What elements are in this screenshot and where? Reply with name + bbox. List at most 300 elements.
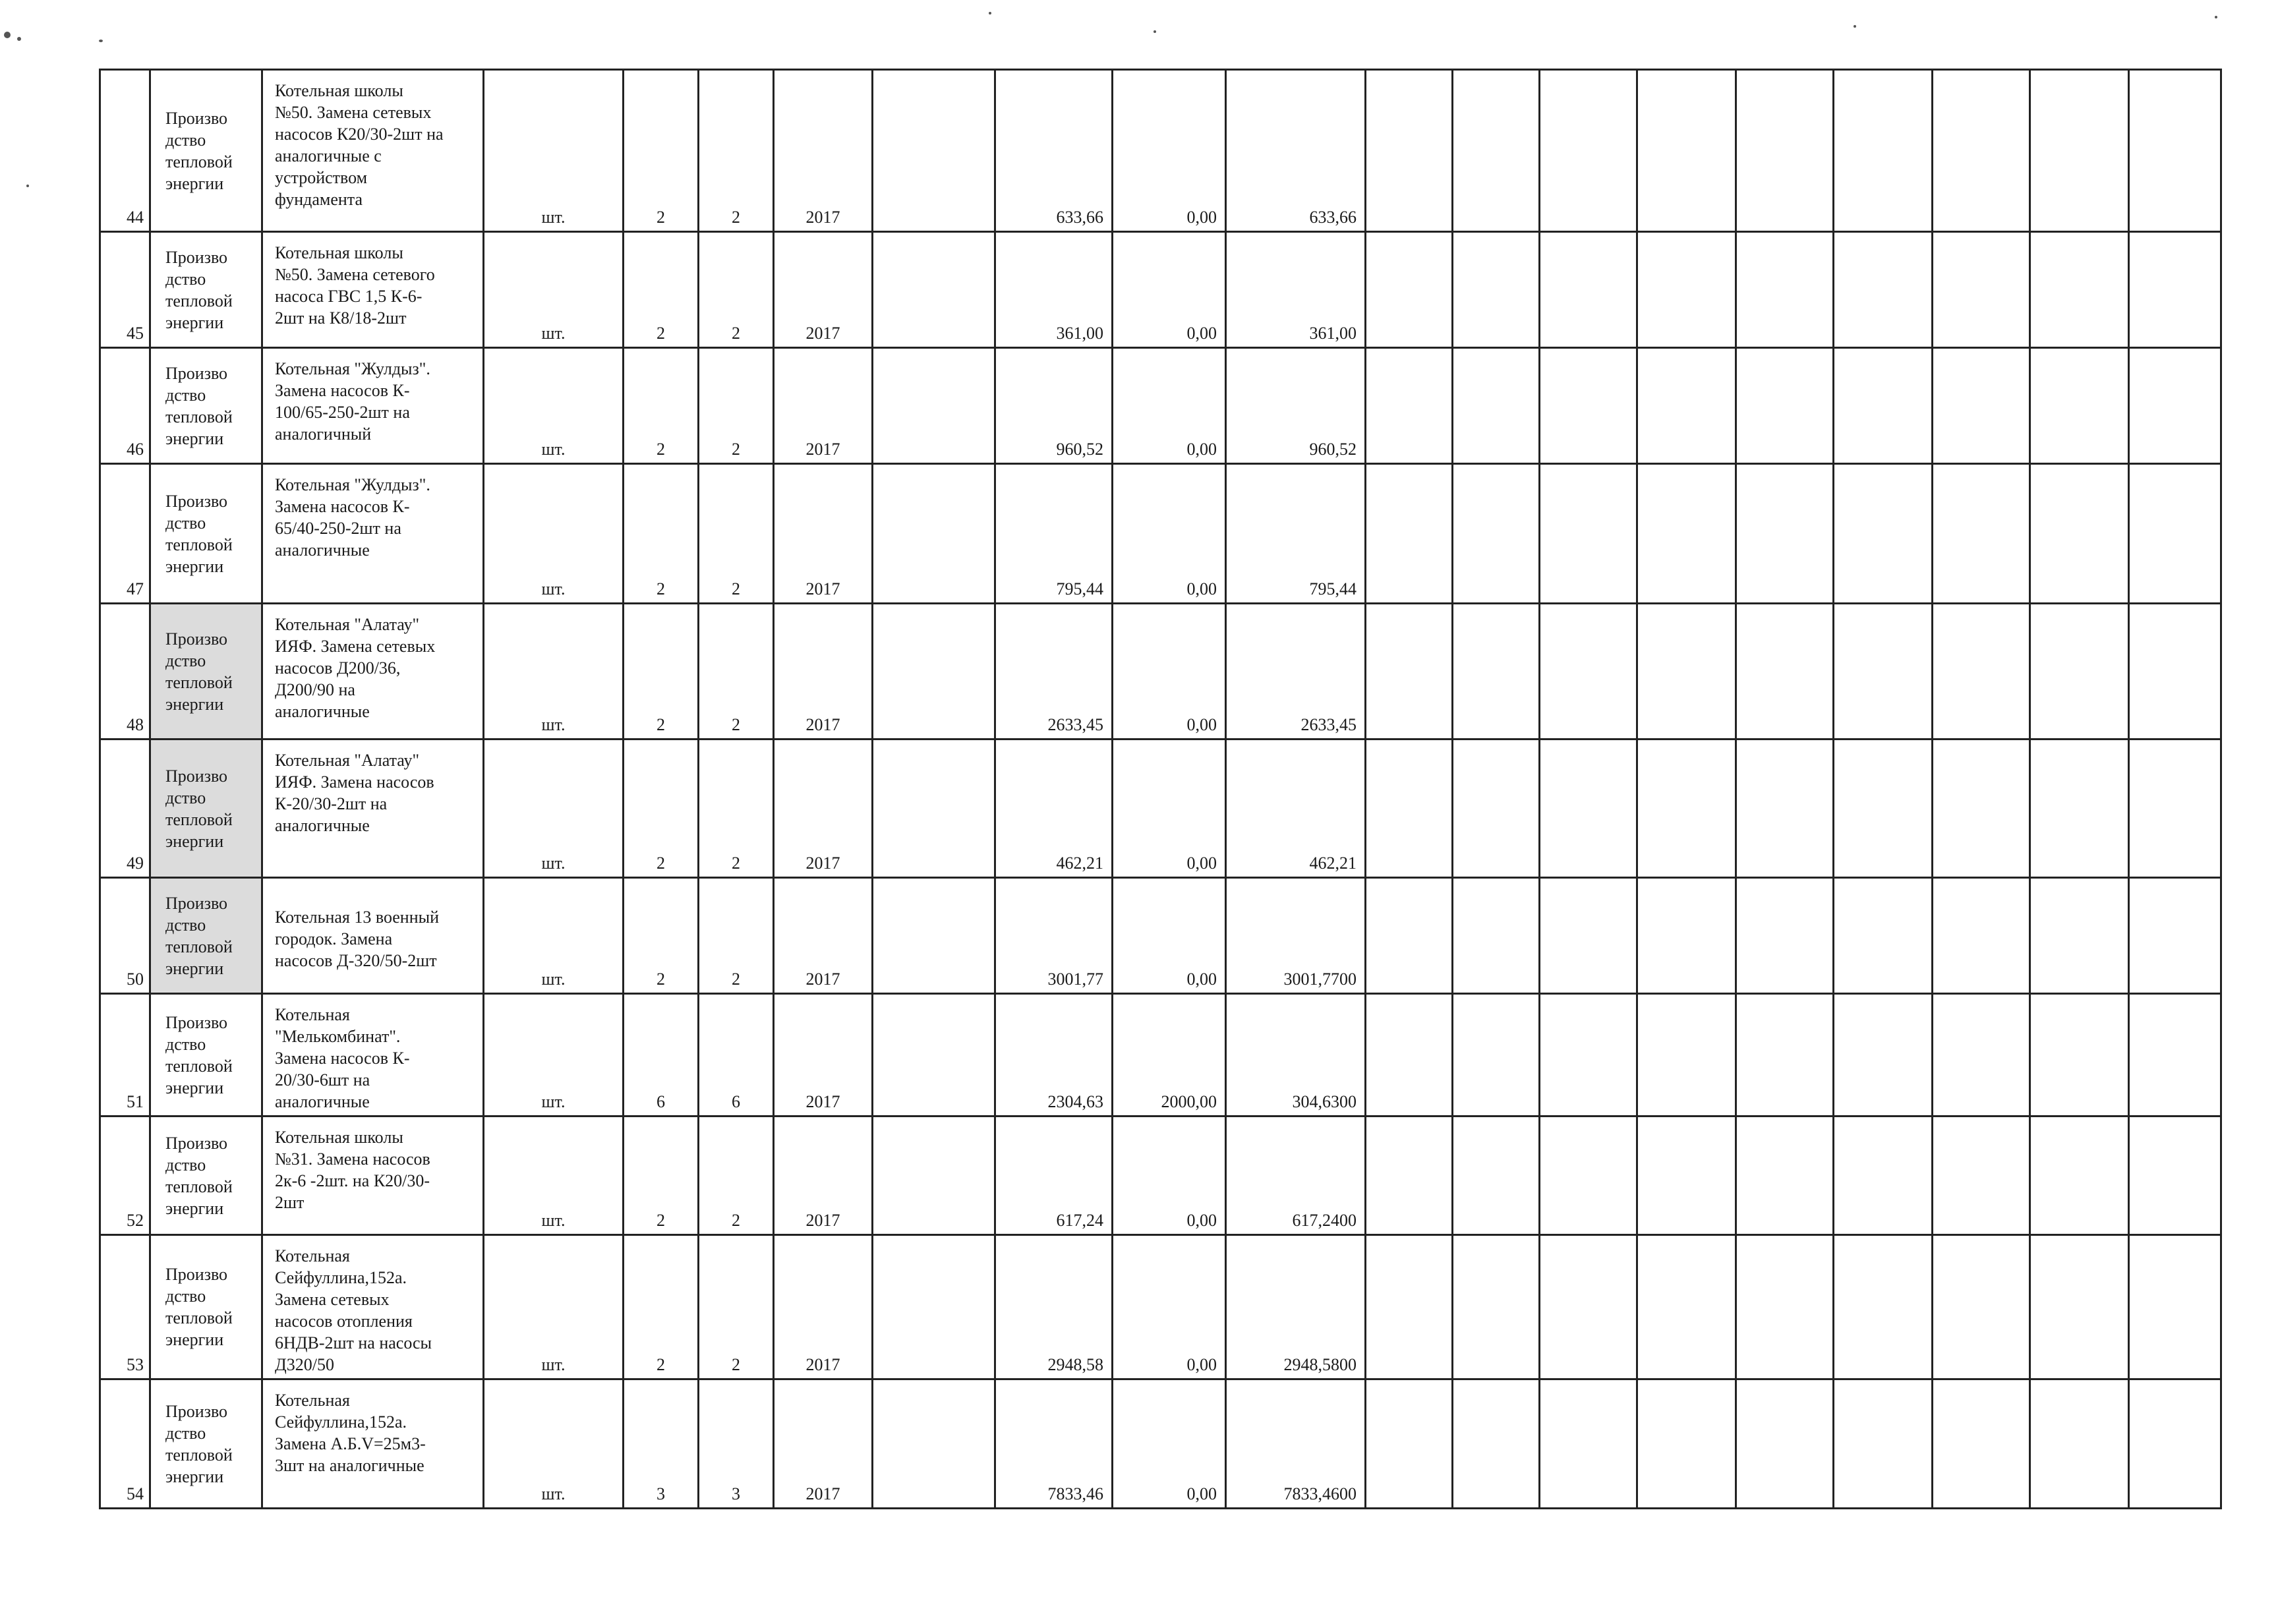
- scanned-sheet: [99, 69, 2222, 1509]
- category-line: энергии: [165, 831, 224, 851]
- empty-cell: [1453, 604, 1540, 740]
- empty-cell: [1933, 740, 2030, 878]
- category-line: дство: [165, 130, 206, 150]
- empty-cell: [1736, 740, 1834, 878]
- description-line: 2к-6 -2шт. на К20/30-: [275, 1171, 430, 1190]
- description-line: Котельная 13 военный: [275, 908, 440, 927]
- description-line: №50. Замена сетевого: [275, 265, 435, 284]
- category-line: энергии: [165, 556, 224, 576]
- quantity-fact-cell: 2: [699, 348, 774, 464]
- description-line: Замена насосов К-: [275, 381, 410, 400]
- quantity-plan-cell: 3: [624, 1379, 699, 1509]
- empty-cell: [1366, 1379, 1453, 1509]
- unit-cell: шт.: [484, 348, 624, 464]
- category-cell: [150, 348, 262, 464]
- remaining-cell: 462,21: [1226, 740, 1366, 878]
- category-line: дство: [165, 788, 206, 807]
- table-row: [100, 604, 2221, 740]
- quantity-fact-cell: 6: [699, 994, 774, 1116]
- description-line: 100/65-250-2шт на: [275, 403, 410, 422]
- remaining-cell: 2948,5800: [1226, 1235, 1366, 1379]
- quantity-plan-cell: 2: [624, 740, 699, 878]
- empty-cell: [1933, 348, 2030, 464]
- empty-cell: [1933, 464, 2030, 604]
- description-cell: [262, 994, 484, 1116]
- total-cost-cell: 2948,58: [995, 1235, 1113, 1379]
- quantity-fact-cell: 2: [699, 1116, 774, 1235]
- empty-cell: [1933, 994, 2030, 1116]
- empty-cell: [2129, 1379, 2221, 1509]
- empty-cell: [1540, 994, 1637, 1116]
- category-line: тепловой: [165, 1056, 233, 1076]
- empty-cell: [1637, 464, 1736, 604]
- empty-cell: [1637, 1235, 1736, 1379]
- empty-cell: [2129, 1116, 2221, 1235]
- total-cost-cell: 2304,63: [995, 994, 1113, 1116]
- category-line: энергии: [165, 428, 224, 448]
- empty-cell: [2129, 878, 2221, 994]
- quantity-plan-cell: 2: [624, 464, 699, 604]
- empty-cell: [1933, 1379, 2030, 1509]
- table-row: [100, 348, 2221, 464]
- empty-cell: [873, 348, 995, 464]
- empty-cell: [1540, 740, 1637, 878]
- category-line: дство: [165, 1155, 206, 1174]
- category-line: тепловой: [165, 937, 233, 956]
- description-line: 2шт: [275, 1193, 305, 1212]
- category-cell: [150, 604, 262, 740]
- description-line: Д200/90 на: [275, 680, 355, 699]
- empty-cell: [1540, 348, 1637, 464]
- funded-cell: 0,00: [1113, 348, 1226, 464]
- total-cost-cell: 617,24: [995, 1116, 1113, 1235]
- category-line: дство: [165, 385, 206, 405]
- category-cell: [150, 740, 262, 878]
- table-row: [100, 1116, 2221, 1235]
- empty-cell: [1933, 878, 2030, 994]
- funded-cell: 2000,00: [1113, 994, 1226, 1116]
- description-line: "Мелькомбинат".: [275, 1027, 401, 1046]
- empty-cell: [2030, 1116, 2129, 1235]
- category-line: Произво: [165, 108, 228, 128]
- description-line: насосов отопления: [275, 1312, 413, 1331]
- quantity-plan-cell: 2: [624, 70, 699, 232]
- description-line: насосов Д200/36,: [275, 658, 401, 678]
- description-line: аналогичный: [275, 424, 372, 444]
- empty-cell: [2129, 604, 2221, 740]
- total-cost-cell: 795,44: [995, 464, 1113, 604]
- year-cell: 2017: [774, 1116, 873, 1235]
- empty-cell: [1366, 1116, 1453, 1235]
- empty-cell: [1834, 232, 1933, 348]
- unit-cell: шт.: [484, 994, 624, 1116]
- description-line: городок. Замена: [275, 929, 393, 948]
- quantity-plan-cell: 2: [624, 878, 699, 994]
- description-line: Котельная школы: [275, 81, 403, 100]
- year-cell: 2017: [774, 464, 873, 604]
- empty-cell: [1637, 740, 1736, 878]
- empty-cell: [1736, 1116, 1834, 1235]
- empty-cell: [1366, 70, 1453, 232]
- row-number: 48: [100, 604, 150, 740]
- remaining-cell: 3001,7700: [1226, 878, 1366, 994]
- empty-cell: [1736, 464, 1834, 604]
- description-line: ИЯФ. Замена насосов: [275, 772, 434, 792]
- total-cost-cell: 960,52: [995, 348, 1113, 464]
- unit-cell: шт.: [484, 1116, 624, 1235]
- description-line: Д320/50: [275, 1355, 334, 1374]
- category-line: энергии: [165, 1330, 224, 1349]
- description-line: насоса ГВС 1,5 К-6-: [275, 287, 423, 306]
- category-line: энергии: [165, 694, 224, 714]
- table-row: [100, 1379, 2221, 1509]
- total-cost-cell: 2633,45: [995, 604, 1113, 740]
- quantity-fact-cell: 2: [699, 464, 774, 604]
- remaining-cell: 304,6300: [1226, 994, 1366, 1116]
- category-line: Произво: [165, 247, 228, 267]
- empty-cell: [1834, 464, 1933, 604]
- scan-speck: [2215, 16, 2217, 18]
- row-number: 44: [100, 70, 150, 232]
- empty-cell: [2129, 994, 2221, 1116]
- description-line: Котельная школы: [275, 1128, 403, 1147]
- scan-speck: [26, 185, 29, 187]
- empty-cell: [1366, 740, 1453, 878]
- unit-cell: шт.: [484, 740, 624, 878]
- category-line: энергии: [165, 1198, 224, 1218]
- scan-speck: [4, 32, 11, 38]
- quantity-fact-cell: 3: [699, 1379, 774, 1509]
- scan-speck: [1854, 25, 1856, 28]
- row-number: 53: [100, 1235, 150, 1379]
- funded-cell: 0,00: [1113, 232, 1226, 348]
- description-cell: [262, 232, 484, 348]
- category-line: энергии: [165, 1466, 224, 1486]
- unit-cell: шт.: [484, 464, 624, 604]
- empty-cell: [1736, 232, 1834, 348]
- empty-cell: [1453, 1116, 1540, 1235]
- category-cell: [150, 1116, 262, 1235]
- scan-speck: [99, 40, 103, 42]
- description-line: аналогичные с: [275, 146, 382, 165]
- empty-cell: [1834, 994, 1933, 1116]
- year-cell: 2017: [774, 878, 873, 994]
- empty-cell: [1453, 70, 1540, 232]
- empty-cell: [1736, 70, 1834, 232]
- quantity-plan-cell: 6: [624, 994, 699, 1116]
- description-line: №31. Замена насосов: [275, 1149, 430, 1169]
- category-line: Произво: [165, 1133, 228, 1153]
- description-line: 20/30-6шт на: [275, 1070, 370, 1089]
- empty-cell: [1453, 232, 1540, 348]
- empty-cell: [873, 232, 995, 348]
- year-cell: 2017: [774, 348, 873, 464]
- description-cell: [262, 1116, 484, 1235]
- remaining-cell: 2633,45: [1226, 604, 1366, 740]
- category-line: тепловой: [165, 535, 233, 554]
- year-cell: 2017: [774, 604, 873, 740]
- quantity-fact-cell: 2: [699, 1235, 774, 1379]
- empty-cell: [1637, 878, 1736, 994]
- description-line: насосов Д-320/50-2шт: [275, 951, 437, 970]
- description-cell: [262, 1235, 484, 1379]
- empty-cell: [1540, 1379, 1637, 1509]
- empty-cell: [1366, 232, 1453, 348]
- year-cell: 2017: [774, 740, 873, 878]
- empty-cell: [1366, 994, 1453, 1116]
- category-line: тепловой: [165, 672, 233, 692]
- table-row: [100, 1235, 2221, 1379]
- description-line: 3шт на аналогичные: [275, 1456, 424, 1475]
- description-line: Котельная: [275, 1005, 350, 1024]
- row-number: 52: [100, 1116, 150, 1235]
- empty-cell: [1637, 232, 1736, 348]
- year-cell: 2017: [774, 70, 873, 232]
- empty-cell: [2030, 464, 2129, 604]
- empty-cell: [1834, 70, 1933, 232]
- empty-cell: [873, 70, 995, 232]
- description-cell: [262, 70, 484, 232]
- category-line: тепловой: [165, 1176, 233, 1196]
- description-line: аналогичные: [275, 816, 370, 835]
- category-line: Произво: [165, 766, 228, 786]
- description-line: Замена насосов К-: [275, 497, 410, 516]
- remaining-cell: 7833,4600: [1226, 1379, 1366, 1509]
- total-cost-cell: 633,66: [995, 70, 1113, 232]
- description-cell: [262, 604, 484, 740]
- quantity-fact-cell: 2: [699, 604, 774, 740]
- empty-cell: [873, 994, 995, 1116]
- category-line: энергии: [165, 1078, 224, 1097]
- description-line: аналогичные: [275, 702, 370, 721]
- empty-cell: [2030, 348, 2129, 464]
- unit-cell: шт.: [484, 232, 624, 348]
- empty-cell: [1736, 994, 1834, 1116]
- description-cell: [262, 878, 484, 994]
- empty-cell: [1366, 348, 1453, 464]
- empty-cell: [1736, 1235, 1834, 1379]
- scan-speck: [17, 37, 21, 41]
- row-number: 45: [100, 232, 150, 348]
- description-line: Котельная "Жулдыз".: [275, 359, 430, 378]
- description-line: Котельная школы: [275, 243, 403, 262]
- empty-cell: [2030, 604, 2129, 740]
- description-line: Замена А.Б.V=25м3-: [275, 1434, 426, 1453]
- category-line: энергии: [165, 312, 224, 332]
- empty-cell: [1933, 1235, 2030, 1379]
- remaining-cell: 633,66: [1226, 70, 1366, 232]
- empty-cell: [2030, 740, 2129, 878]
- category-line: энергии: [165, 958, 224, 978]
- category-line: Произво: [165, 363, 228, 383]
- funded-cell: 0,00: [1113, 464, 1226, 604]
- category-line: тепловой: [165, 407, 233, 426]
- empty-cell: [2030, 994, 2129, 1116]
- empty-cell: [1540, 232, 1637, 348]
- category-cell: [150, 1235, 262, 1379]
- description-line: Сейфуллина,152а.: [275, 1412, 407, 1432]
- empty-cell: [1366, 604, 1453, 740]
- category-cell: [150, 1379, 262, 1509]
- description-line: К-20/30-2шт на: [275, 794, 388, 813]
- category-line: дство: [165, 513, 206, 533]
- funded-cell: 0,00: [1113, 1379, 1226, 1509]
- table-row: [100, 878, 2221, 994]
- total-cost-cell: 7833,46: [995, 1379, 1113, 1509]
- description-line: 6НДВ-2шт на насосы: [275, 1333, 432, 1352]
- empty-cell: [1834, 740, 1933, 878]
- category-line: Произво: [165, 491, 228, 511]
- empty-cell: [2030, 70, 2129, 232]
- empty-cell: [873, 740, 995, 878]
- empty-cell: [1453, 348, 1540, 464]
- quantity-fact-cell: 2: [699, 232, 774, 348]
- empty-cell: [1933, 232, 2030, 348]
- description-line: №50. Замена сетевых: [275, 103, 432, 122]
- category-line: дство: [165, 915, 206, 935]
- empty-cell: [1834, 1235, 1933, 1379]
- year-cell: 2017: [774, 1379, 873, 1509]
- empty-cell: [873, 1116, 995, 1235]
- category-cell: [150, 994, 262, 1116]
- quantity-plan-cell: 2: [624, 604, 699, 740]
- empty-cell: [1637, 348, 1736, 464]
- empty-cell: [2129, 464, 2221, 604]
- empty-cell: [1540, 1235, 1637, 1379]
- funded-cell: 0,00: [1113, 1235, 1226, 1379]
- year-cell: 2017: [774, 994, 873, 1116]
- empty-cell: [1834, 1379, 1933, 1509]
- table-row: [100, 70, 2221, 232]
- empty-cell: [873, 464, 995, 604]
- funded-cell: 0,00: [1113, 604, 1226, 740]
- unit-cell: шт.: [484, 1235, 624, 1379]
- description-line: Котельная "Алатау": [275, 751, 420, 770]
- funded-cell: 0,00: [1113, 1116, 1226, 1235]
- description-line: насосов К20/30-2шт на: [275, 125, 444, 144]
- year-cell: 2017: [774, 1235, 873, 1379]
- empty-cell: [873, 1379, 995, 1509]
- description-line: ИЯФ. Замена сетевых: [275, 637, 436, 656]
- empty-cell: [1540, 1116, 1637, 1235]
- unit-cell: шт.: [484, 70, 624, 232]
- row-number: 54: [100, 1379, 150, 1509]
- unit-cell: шт.: [484, 878, 624, 994]
- description-line: Котельная: [275, 1391, 350, 1410]
- empty-cell: [873, 604, 995, 740]
- description-line: аналогичные: [275, 540, 370, 560]
- category-line: тепловой: [165, 809, 233, 829]
- category-line: Произво: [165, 1401, 228, 1421]
- category-line: дство: [165, 1423, 206, 1443]
- empty-cell: [1453, 1235, 1540, 1379]
- quantity-plan-cell: 2: [624, 232, 699, 348]
- category-line: Произво: [165, 1265, 228, 1284]
- empty-cell: [1453, 878, 1540, 994]
- empty-cell: [1637, 1379, 1736, 1509]
- empty-cell: [1637, 70, 1736, 232]
- table-row: [100, 994, 2221, 1116]
- empty-cell: [1834, 604, 1933, 740]
- total-cost-cell: 462,21: [995, 740, 1113, 878]
- funded-cell: 0,00: [1113, 740, 1226, 878]
- empty-cell: [1736, 604, 1834, 740]
- empty-cell: [1736, 348, 1834, 464]
- empty-cell: [1637, 994, 1736, 1116]
- table-row: [100, 232, 2221, 348]
- category-line: тепловой: [165, 1308, 233, 1327]
- year-cell: 2017: [774, 232, 873, 348]
- table-row: [100, 740, 2221, 878]
- empty-cell: [1453, 464, 1540, 604]
- description-line: Котельная "Жулдыз".: [275, 475, 430, 494]
- description-line: Котельная: [275, 1246, 350, 1265]
- description-line: Котельная "Алатау": [275, 615, 420, 634]
- row-number: 49: [100, 740, 150, 878]
- empty-cell: [1834, 878, 1933, 994]
- row-number: 47: [100, 464, 150, 604]
- empty-cell: [1540, 464, 1637, 604]
- unit-cell: шт.: [484, 604, 624, 740]
- empty-cell: [2030, 1379, 2129, 1509]
- empty-cell: [1834, 1116, 1933, 1235]
- empty-cell: [1453, 740, 1540, 878]
- description-line: 65/40-250-2шт на: [275, 519, 401, 538]
- scan-speck: [989, 12, 991, 14]
- empty-cell: [1834, 348, 1933, 464]
- empty-cell: [2129, 232, 2221, 348]
- quantity-fact-cell: 2: [699, 740, 774, 878]
- category-cell: [150, 70, 262, 232]
- empty-cell: [2129, 70, 2221, 232]
- empty-cell: [2129, 1235, 2221, 1379]
- description-cell: [262, 348, 484, 464]
- description-cell: [262, 1379, 484, 1509]
- category-line: Произво: [165, 629, 228, 649]
- total-cost-cell: 3001,77: [995, 878, 1113, 994]
- unit-cell: шт.: [484, 1379, 624, 1509]
- remaining-cell: 960,52: [1226, 348, 1366, 464]
- category-line: энергии: [165, 173, 224, 193]
- empty-cell: [1366, 878, 1453, 994]
- quantity-plan-cell: 2: [624, 1116, 699, 1235]
- category-line: дство: [165, 269, 206, 289]
- category-cell: [150, 464, 262, 604]
- empty-cell: [873, 1235, 995, 1379]
- investment-program-table: [99, 69, 2222, 1509]
- empty-cell: [1540, 70, 1637, 232]
- total-cost-cell: 361,00: [995, 232, 1113, 348]
- remaining-cell: 361,00: [1226, 232, 1366, 348]
- description-line: фундамента: [275, 190, 363, 209]
- description-line: устройством: [275, 168, 368, 187]
- remaining-cell: 795,44: [1226, 464, 1366, 604]
- description-line: аналогичные: [275, 1092, 370, 1111]
- description-cell: [262, 464, 484, 604]
- category-line: дство: [165, 1287, 206, 1306]
- quantity-fact-cell: 2: [699, 878, 774, 994]
- empty-cell: [2030, 1235, 2129, 1379]
- empty-cell: [1736, 1379, 1834, 1509]
- empty-cell: [2129, 740, 2221, 878]
- empty-cell: [2030, 232, 2129, 348]
- empty-cell: [873, 878, 995, 994]
- table-row: [100, 464, 2221, 604]
- quantity-plan-cell: 2: [624, 1235, 699, 1379]
- funded-cell: 0,00: [1113, 878, 1226, 994]
- empty-cell: [1540, 878, 1637, 994]
- empty-cell: [2129, 348, 2221, 464]
